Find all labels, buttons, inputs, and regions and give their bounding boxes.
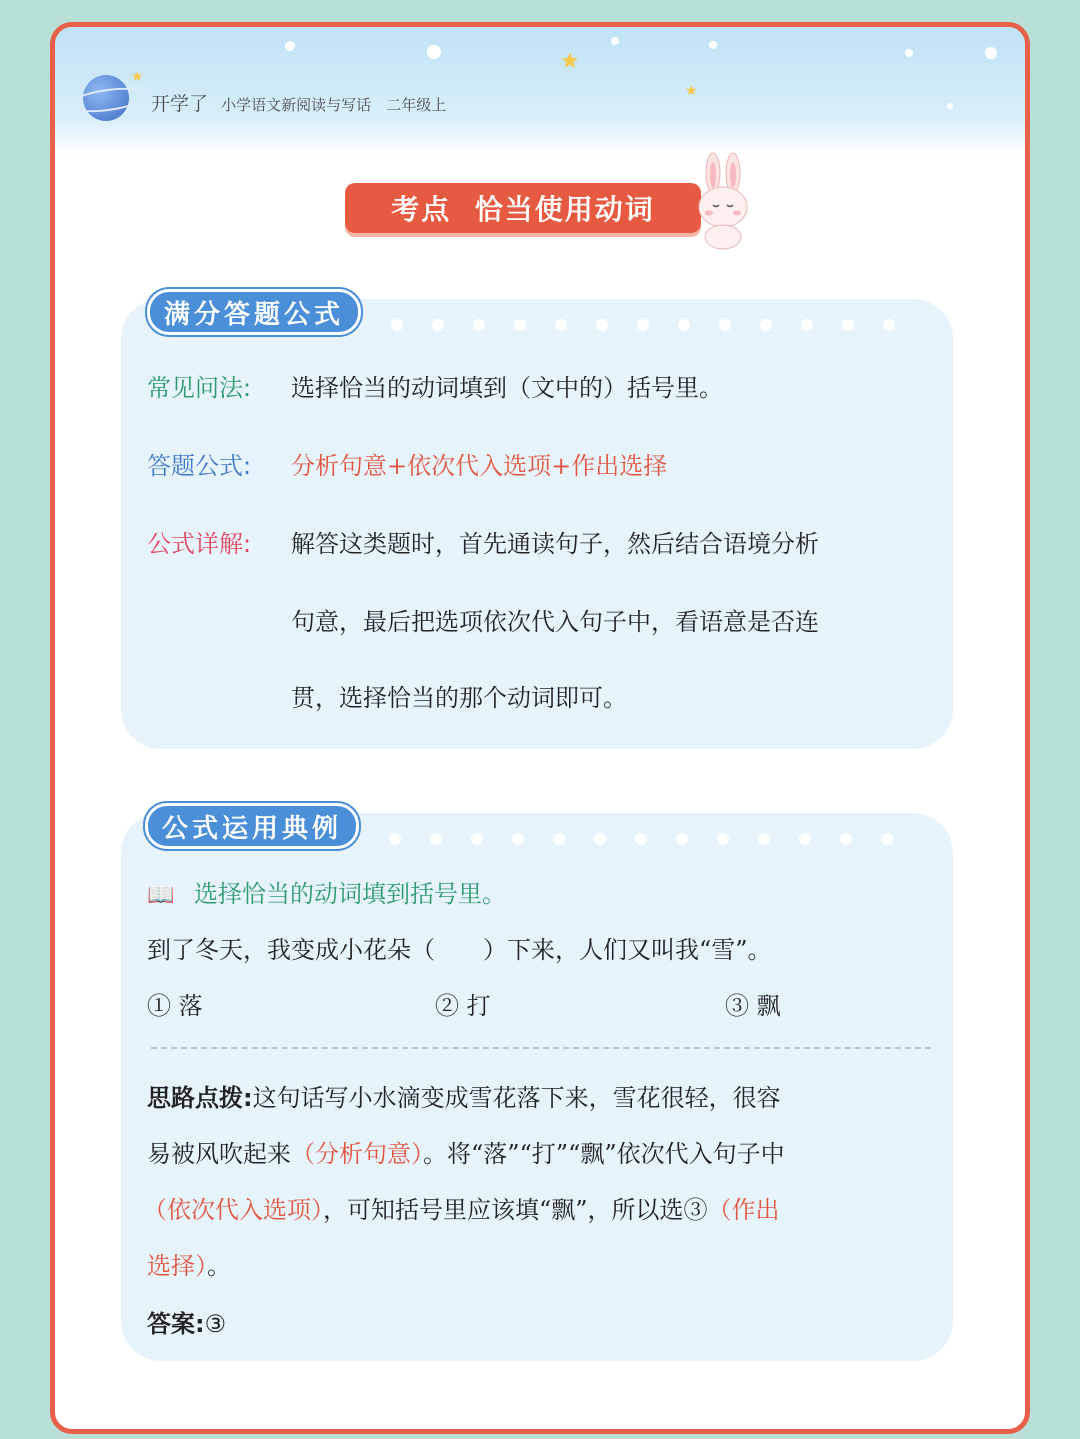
page-frame — [50, 22, 1030, 1434]
analysis-line-3 — [143, 1193, 780, 1227]
star-dot — [611, 37, 619, 45]
star-dot — [285, 41, 295, 51]
sky-header — [55, 27, 1025, 157]
formula-label: 答题公式: — [147, 452, 252, 480]
formula-text: 分析句意+依次代入选项+作出选择 — [291, 452, 668, 480]
brand-name: 开学了 — [151, 93, 209, 115]
star-dot — [947, 103, 953, 109]
analysis-text: 易被风吹起来 — [147, 1140, 291, 1168]
star-dot — [709, 41, 717, 49]
divider — [151, 1047, 931, 1049]
analysis-text: 。 — [207, 1252, 231, 1280]
analysis-highlight: （依次代入选项） — [143, 1196, 323, 1224]
common-question-label: 常见问法: — [147, 374, 252, 402]
star-icon: ★ — [131, 69, 144, 85]
instruction-row — [147, 877, 506, 913]
instruction-text: 选择恰当的动词填到括号里。 — [194, 880, 507, 908]
formula-section-title: 满分答题公式 — [147, 289, 361, 335]
option-2: ② 打 — [435, 992, 491, 1020]
grade-name: 二年级上 — [386, 96, 447, 114]
topic-label: 考点 恰当使用动词 — [391, 193, 655, 226]
detail-row — [147, 527, 251, 561]
book-icon: 📖 — [147, 883, 175, 908]
star-dot — [905, 49, 913, 57]
binder-rings — [391, 319, 895, 331]
common-question-row — [147, 371, 251, 405]
series-name: 小学语文新阅读与写话 — [221, 96, 372, 114]
answer-row — [147, 1307, 226, 1341]
book-header — [151, 89, 456, 116]
binder-rings — [389, 833, 893, 845]
option-3: ③ 飘 — [725, 992, 781, 1020]
bunny-icon — [693, 151, 755, 251]
analysis-highlight: 选择） — [147, 1252, 207, 1280]
analysis-line-2 — [147, 1137, 785, 1171]
detail-label: 公式详解: — [147, 530, 252, 558]
topic-banner — [345, 183, 701, 233]
analysis-text-1: 这句话写小水滴变成雪花落下来，雪花很轻，很容 — [252, 1084, 781, 1112]
analysis-line-4 — [147, 1249, 231, 1283]
analysis-text: 。将“落”“打”“飘”依次代入句子中 — [423, 1140, 785, 1168]
example-sentence: 到了冬天，我变成小花朵（ ）下来，人们又叫我“雪”。 — [147, 936, 772, 964]
answer-value: ③ — [204, 1310, 227, 1338]
analysis-label: 思路点拨: — [147, 1084, 253, 1112]
common-question-text: 选择恰当的动词填到（文中的）括号里。 — [291, 374, 723, 402]
answer-label: 答案: — [147, 1310, 205, 1338]
formula-row — [147, 449, 251, 483]
option-1: ① 落 — [147, 992, 203, 1020]
analysis-highlight: （作出 — [707, 1196, 780, 1224]
detail-line-1: 解答这类题时，首先通读句子，然后结合语境分析 — [291, 530, 819, 558]
analysis-line-1 — [147, 1081, 781, 1115]
star-dot — [985, 47, 997, 59]
star-icon: ★ — [560, 49, 580, 74]
star-dot — [427, 45, 441, 59]
star-icon: ★ — [685, 83, 698, 99]
detail-line-3: 贯，选择恰当的那个动词即可。 — [291, 684, 627, 712]
analysis-text: ，可知括号里应该填“飘”，所以选③ — [323, 1196, 708, 1224]
analysis-highlight: （分析句意） — [291, 1140, 423, 1168]
detail-line-2: 句意，最后把选项依次代入句子中，看语意是否连 — [291, 608, 819, 636]
example-section-title: 公式运用典例 — [145, 803, 359, 849]
